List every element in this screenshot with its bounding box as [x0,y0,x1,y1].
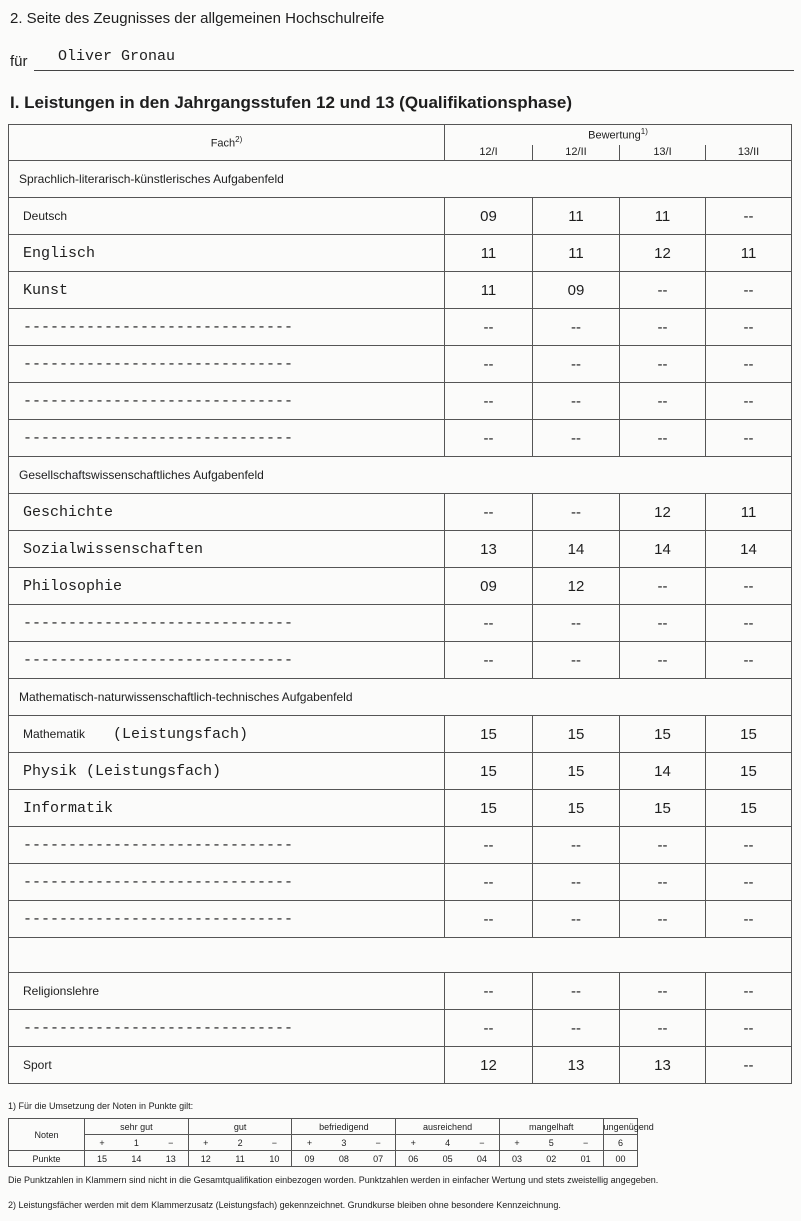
grade-name: befriedigend [292,1119,396,1135]
grade-cell: -- [620,864,706,901]
subject-name: ------------------------------ [23,318,294,336]
grade-cell: -- [620,642,706,679]
student-name: Oliver Gronau [58,48,176,65]
footnote-klammer: Die Punktzahlen in Klammern sind nicht in die Gesamtqualifikation einbezogen worden. Punktzahlen werden in einfacher Wertung und stets zweistellig angegeben. [8,1175,659,1185]
aufgabenfeld-label: Gesellschaftswissenschaftliches Aufgabenfeld [9,457,792,494]
footnote-2: 2) Leistungsfächer werden mit dem Klammerzusatz (Leistungsfach) gekennzeichnet. Grundkurse bleiben ohne besondere Kennzeichnung. [8,1200,561,1210]
grade-cell: -- [706,1010,792,1047]
subject-cell [9,716,445,753]
subject-cell [9,973,445,1010]
grade-points: 10 [257,1151,292,1167]
grade-cell: 15 [445,753,533,790]
subject-row [9,716,792,753]
grade-points: 13 [154,1151,189,1167]
subject-cell [9,1047,445,1084]
grade-cell: -- [445,864,533,901]
subject-name: Englisch [23,244,96,262]
subject-name: ------------------------------ [23,836,294,854]
grade-cell: 11 [706,235,792,272]
grade-cell: -- [445,901,533,938]
subject-name: ------------------------------ [23,873,294,891]
subject-row [9,1047,792,1084]
grade-mark: 6 [603,1135,638,1151]
grade-points: 15 [85,1151,120,1167]
grade-cell: -- [533,309,620,346]
grade-cell: 11 [533,198,620,235]
grade-cell: -- [706,568,792,605]
grade-cell: -- [445,346,533,383]
subject-cell [9,605,445,642]
subject-cell [9,864,445,901]
grade-mark: − [465,1135,500,1151]
punkte-label: Punkte [9,1151,85,1167]
page-title: 2. Seite des Zeugnisses der allgemeinen Hochschulreife [10,10,385,27]
grade-points: 14 [119,1151,154,1167]
subject-name: ------------------------------ [23,910,294,928]
leistungsfach-note: (Leistungsfach) [113,725,249,743]
grade-cell: -- [533,827,620,864]
fach-footnote-mark: 2) [235,135,243,145]
grade-points: 06 [396,1151,431,1167]
grade-cell: -- [445,605,533,642]
grade-cell: 15 [620,716,706,753]
grade-cell: -- [706,973,792,1010]
grade-points: 00 [603,1151,638,1167]
subject-row [9,568,792,605]
subject-row [9,1010,792,1047]
subject-cell [9,198,445,235]
grade-cell: -- [620,568,706,605]
grade-mark: 1 [119,1135,154,1151]
grade-mark: − [361,1135,396,1151]
grade-mark: 3 [327,1135,362,1151]
grade-points: 07 [361,1151,396,1167]
subject-cell [9,753,445,790]
subject-name: ------------------------------ [23,1019,294,1037]
grade-cell: 15 [533,753,620,790]
fach-header [9,125,445,161]
grade-mark: 2 [223,1135,258,1151]
section-heading: I. Leistungen in den Jahrgangsstufen 12 und 13 (Qualifikationsphase) [10,93,573,112]
grade-cell: -- [620,901,706,938]
grade-name: ausreichend [396,1119,500,1135]
grade-cell: -- [620,1010,706,1047]
grade-cell: -- [533,420,620,457]
grade-cell: -- [533,642,620,679]
footnote-1: 1) Für die Umsetzung der Noten in Punkte gilt: [8,1101,194,1111]
grade-points: 08 [327,1151,362,1167]
grade-cell: 11 [620,198,706,235]
subject-cell [9,309,445,346]
subject-name: ------------------------------ [23,651,294,669]
subject-cell [9,272,445,309]
grade-cell: 14 [620,753,706,790]
subject-row [9,864,792,901]
grade-mark: + [292,1135,327,1151]
aufgabenfeld-label: Sprachlich-literarisch-künstlerisches Aufgabenfeld [9,161,792,198]
grade-name: ungenügend [603,1119,638,1135]
grade-mark: 4 [430,1135,465,1151]
subject-name: Geschichte [23,503,114,521]
grade-points: 12 [188,1151,223,1167]
subject-row [9,790,792,827]
grade-mark: + [499,1135,534,1151]
grade-cell: 12 [620,494,706,531]
grade-mark: − [569,1135,604,1151]
grade-cell: -- [706,198,792,235]
grade-name: mangelhaft [499,1119,603,1135]
grade-cell: -- [706,864,792,901]
subject-cell [9,420,445,457]
grade-cell: 15 [533,716,620,753]
grade-cell: 14 [533,531,620,568]
fach-header-label: Fach [210,137,236,150]
grade-mark: 5 [534,1135,569,1151]
subject-name: Religionslehre [23,984,100,998]
grade-cell: -- [533,383,620,420]
grade-cell: 15 [706,790,792,827]
aufgabenfeld-row [9,679,792,716]
subject-name: Deutsch [23,209,68,223]
grade-cell: -- [445,973,533,1010]
grade-cell: 15 [706,753,792,790]
grade-cell: -- [706,420,792,457]
grade-name: gut [188,1119,292,1135]
grade-cell: -- [445,309,533,346]
grade-cell: 13 [620,1047,706,1084]
grade-points: 01 [569,1151,604,1167]
grade-cell: -- [620,346,706,383]
subject-cell [9,901,445,938]
grade-cell: -- [706,827,792,864]
grade-cell: -- [620,309,706,346]
term-header: 13/I [620,145,706,161]
aufgabenfeld-row [9,161,792,198]
subject-cell [9,531,445,568]
grade-cell: -- [533,1010,620,1047]
spacer-cell [9,938,792,973]
name-line [34,70,794,71]
subject-cell [9,346,445,383]
grade-cell: -- [533,494,620,531]
subject-row [9,973,792,1010]
grade-cell: -- [445,1010,533,1047]
grade-mark: + [396,1135,431,1151]
grade-name: sehr gut [85,1119,189,1135]
subject-name: ------------------------------ [23,429,294,447]
grade-points: 05 [430,1151,465,1167]
grade-cell: 13 [533,1047,620,1084]
subject-row [9,901,792,938]
subject-name: Philosophie [23,577,123,595]
subject-cell [9,383,445,420]
grade-cell: 11 [533,235,620,272]
grade-cell: 15 [706,716,792,753]
grade-cell: 15 [445,716,533,753]
scale-points-row [9,1151,791,1167]
subject-name: ------------------------------ [23,392,294,410]
grade-cell: 13 [445,531,533,568]
subject-name: ------------------------------ [23,614,294,632]
grade-cell: 09 [533,272,620,309]
grades-table [8,124,792,1084]
grade-mark: + [188,1135,223,1151]
grade-cell: 14 [620,531,706,568]
grade-cell: -- [533,605,620,642]
subject-cell [9,790,445,827]
grade-cell: -- [706,346,792,383]
subject-name: Sport [23,1058,52,1072]
bewertung-header [445,125,792,145]
grade-cell: -- [620,420,706,457]
subject-cell [9,568,445,605]
grade-cell: -- [445,383,533,420]
grade-scale-body [9,1119,791,1167]
grade-cell: 09 [445,198,533,235]
spacer-row [9,938,792,973]
noten-label: Noten [9,1119,85,1151]
grade-cell: -- [533,346,620,383]
subject-row [9,420,792,457]
term-header: 13/II [706,145,792,161]
grade-mark: + [85,1135,120,1151]
grade-cell: 11 [445,235,533,272]
grade-cell: 11 [706,494,792,531]
grade-cell: -- [706,642,792,679]
grade-cell: -- [445,827,533,864]
aufgabenfeld-label: Mathematisch-naturwissenschaftlich-technisches Aufgabenfeld [9,679,792,716]
grade-scale-table [8,1118,791,1167]
bewertung-header-label: Bewertung [588,130,641,143]
grade-cell: -- [533,864,620,901]
fuer-label: für [10,53,28,70]
grade-cell: -- [445,642,533,679]
subject-row [9,309,792,346]
grade-mark: − [154,1135,189,1151]
grade-cell: -- [620,272,706,309]
grade-cell: -- [620,973,706,1010]
subject-row [9,198,792,235]
subject-row [9,494,792,531]
grade-cell: -- [620,383,706,420]
grade-cell: 14 [706,531,792,568]
subject-name: Mathematik [23,726,86,741]
subject-name: Sozialwissenschaften [23,540,204,558]
grade-points: 11 [223,1151,258,1167]
grades-body [9,161,792,1084]
grade-mark: − [257,1135,292,1151]
grade-cell: -- [706,383,792,420]
subject-cell [9,642,445,679]
subject-cell [9,235,445,272]
subject-row [9,272,792,309]
grade-cell: 09 [445,568,533,605]
subject-row [9,605,792,642]
subject-name: Physik (Leistungsfach) [23,762,222,780]
grade-cell: 11 [445,272,533,309]
grade-cell: -- [533,973,620,1010]
subject-row [9,753,792,790]
scale-name-row [9,1119,791,1135]
grade-points: 09 [292,1151,327,1167]
subject-row [9,346,792,383]
grade-cell: -- [445,420,533,457]
subject-row [9,827,792,864]
grade-cell: 12 [533,568,620,605]
subject-cell [9,827,445,864]
aufgabenfeld-row [9,457,792,494]
grade-cell: -- [620,605,706,642]
grade-cell: -- [533,901,620,938]
term-header: 12/I [445,145,533,161]
grade-cell: -- [706,605,792,642]
subject-name: Kunst [23,281,69,299]
grade-points: 02 [534,1151,569,1167]
subject-row [9,383,792,420]
subject-cell [9,1010,445,1047]
grade-cell: -- [706,272,792,309]
subject-row [9,642,792,679]
grade-cell: 12 [620,235,706,272]
scale-mark-row [9,1135,791,1151]
grade-points: 04 [465,1151,500,1167]
grade-cell: -- [445,494,533,531]
grade-cell: 15 [445,790,533,827]
subject-name: Informatik [23,799,114,817]
grade-cell: 15 [533,790,620,827]
grade-cell: 15 [620,790,706,827]
grade-cell: -- [706,1047,792,1084]
subject-cell [9,494,445,531]
subject-row [9,235,792,272]
grade-cell: -- [620,827,706,864]
grade-cell: 12 [445,1047,533,1084]
grade-cell: -- [706,901,792,938]
bewertung-footnote-mark: 1) [640,127,648,137]
grade-points: 03 [499,1151,534,1167]
subject-name: ------------------------------ [23,355,294,373]
subject-row [9,531,792,568]
term-header: 12/II [533,145,620,161]
grade-cell: -- [706,309,792,346]
